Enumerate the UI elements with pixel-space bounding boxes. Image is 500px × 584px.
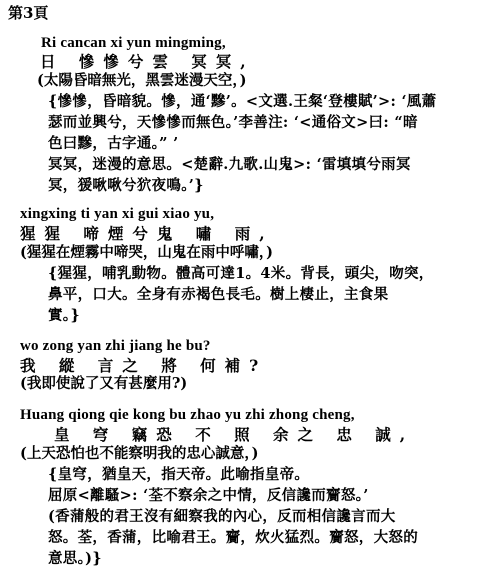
- stanza-1-note-line: 冥，猨啾啾兮狖夜鳴。’}: [48, 177, 204, 194]
- stanza-2-chinese: 猩猩 啼煙兮鬼 嘯 雨,: [20, 224, 274, 243]
- stanza-4-note-line: 意思。)}: [48, 550, 102, 567]
- stanza-1-note-line: {慘慘，昏暗貌。慘，通‘黲’。<文選.王粲‘登樓賦’>: ‘風蕭: [48, 93, 437, 110]
- stanza-2-note-line: 鼻平，口大。全身有赤褐色長毛。樹上棲止，主食果: [48, 286, 389, 303]
- stanza-3-translation: (我即使說了又有甚麼用?): [20, 375, 188, 392]
- stanza-2-note-line: 實。}: [48, 307, 80, 324]
- stanza-4-chinese: 皇 穹 竊恐 不 照 余之 忠 誠,: [54, 425, 415, 444]
- stanza-1-pinyin: Ri cancan xi yun mingming,: [41, 35, 226, 51]
- stanza-3-pinyin: wo zong yan zhi jiang he bu?: [20, 338, 211, 354]
- stanza-4-note-line: 屈原<離騷>: ‘荃不察余之中情，反信讒而齎怒。’: [48, 487, 369, 504]
- stanza-1-translation: (太陽昏暗無光，黑雲迷漫天空，): [37, 72, 247, 89]
- stanza-1-note-line: 冥冥，迷漫的意思。<楚辭.九歌.山鬼>: ‘雷填填兮雨冥: [48, 156, 411, 173]
- stanza-1-note-line: 色曰黲，古字通。” ’: [48, 135, 179, 152]
- stanza-4-note-line: {皇穹，猶皇天，指天帝。此喻指皇帝。: [48, 466, 310, 483]
- stanza-2-pinyin: xingxing ti yan xi gui xiao yu,: [20, 206, 215, 222]
- stanza-4-translation: (上天恐怕也不能察明我的忠心誠意，): [20, 445, 259, 462]
- stanza-4-note-line: 怒。荃，香蒲，比喻君王。齎，炊火猛烈。齎怒，大怒的: [48, 529, 418, 546]
- page-label: 第3頁: [8, 4, 49, 22]
- stanza-1-note-line: 瑟而並興兮，天慘慘而無色。’李善注: ‘<通俗文>曰: “暗: [48, 114, 418, 131]
- stanza-2-note-line: {猩猩，哺乳動物。體高可達1。4米。背長，頭尖，吻突，: [48, 265, 434, 282]
- stanza-4-pinyin: Huang qiong qie kong bu zhao yu zhi zhong cheng,: [20, 407, 355, 423]
- stanza-4-note-line: (香蒲般的君王沒有細察我的內心，反而相信讒言而大: [48, 508, 396, 525]
- stanza-1-chinese: 日 慘慘兮雲 冥冥,: [40, 52, 255, 71]
- stanza-2-translation: (猩猩在煙霧中啼哭，山鬼在雨中呼嘯，): [20, 244, 273, 261]
- stanza-3-chinese: 我 縱 言之 將 何補?: [20, 356, 268, 375]
